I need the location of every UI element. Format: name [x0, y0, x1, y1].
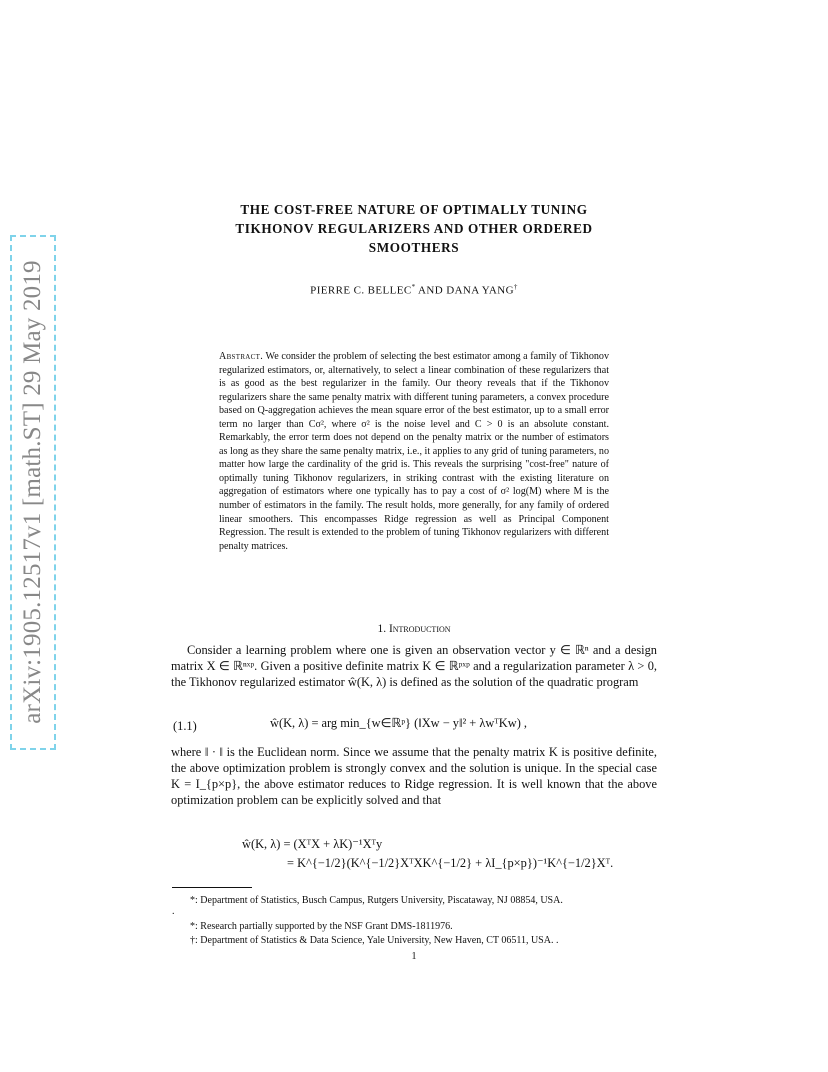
- footnote-rule: [172, 887, 252, 888]
- author-2: AND DANA YANG: [415, 284, 514, 297]
- title-line-3: SMOOTHERS: [368, 240, 460, 255]
- section-title: Introduction: [388, 623, 451, 635]
- equation-1-1: ŵ(K, λ) = arg min_{w∈ℝᵖ} (‖Xw − y‖² + λwᵀKw) ,: [270, 716, 528, 730]
- author-1-mark: *: [411, 283, 416, 291]
- footnote-3: †: Department of Statistics & Data Science, Yale University, New Haven, CT 06511, USA. .: [190, 935, 559, 946]
- abstract: [219, 350, 609, 553]
- author-1: PIERRE C. BELLEC: [310, 284, 412, 297]
- abstract-body: We consider the problem of selecting the best estimator among a family of Tikhonov regularized estimators, or, alternatively, to select a linear combination of these regularizers that is as good as the best regularizer in the family. Our theory reveals that if the Tikhonov regularizers share the same penalty matrix with different tuning parameters, a convex procedure based on Q-aggregation achieves the mean square error of the best estimator, up to a small error term no larger than Cσ², where σ² is the noise level and C > 0 is an absolute constant. Remarkably, the error term does not depend on the penalty matrix or the number of estimators as long as they share the same penalty matrix, i.e., it applies to any grid of tuning parameters, no matter how large the cardinality of the grid is. This reveals the surprising "cost-free" nature of optimally tuning Tikhonov regularizers, in striking contrast with the existing literature on aggregation of estimators where one typically has to pay a cost of σ² log(M) where M is the number of estimators in the family. The result holds, more generally, for any family of ordered linear smoothers. This encompasses Ridge regression as well as Principal Component Regression. The result is extended to the problem of tuning Tikhonov regularizers with different penalty matrices.: [219, 351, 610, 552]
- equation-closed-form-line-2: = K^{−1/2}(K^{−1/2}XᵀXK^{−1/2} + λI_{p×p})⁻¹K^{−1/2}Xᵀ.: [287, 856, 614, 870]
- footnote-dot: .: [172, 906, 175, 917]
- abstract-heading: Abstract.: [219, 351, 264, 362]
- section-number: 1.: [377, 623, 387, 635]
- intro-paragraph-2: where ‖ · ‖ is the Euclidean norm. Since we assume that the penalty matrix K is positive definite, the above optimization problem is strongly convex and the solution is unique. In the special case K = I_{p×p}, the above estimator reduces to Ridge regression. It is well known that the above optimization problem can be explicitly solved and that: [171, 745, 657, 807]
- page-number: 1: [411, 951, 417, 962]
- title-line-1: THE COST-FREE NATURE OF OPTIMALLY TUNING: [240, 202, 588, 217]
- equation-number: (1.1): [173, 719, 197, 733]
- footnote-1: *: Department of Statistics, Busch Campus, Rutgers University, Piscataway, NJ 08854, USA.: [190, 895, 563, 906]
- author-line: [170, 283, 658, 297]
- arxiv-identifier: arXiv:1905.12517v1 [math.ST] 29 May 2019: [19, 260, 46, 724]
- intro-paragraph-1: Consider a learning problem where one is given an observation vector y ∈ ℝⁿ and a design matrix X ∈ ℝⁿˣᵖ. Given a positive definite matrix K ∈ ℝᵖˣᵖ and a regularization parameter λ > 0, the Tikhonov regularized estimator ŵ(K, λ) is defined as the solution of the quadratic program: [171, 643, 657, 689]
- author-2-mark: †: [513, 283, 518, 291]
- equation-closed-form-line-1: ŵ(K, λ) = (XᵀX + λK)⁻¹Xᵀy: [242, 837, 383, 851]
- footnote-2: *: Research partially supported by the NSF Grant DMS-1811976.: [190, 921, 453, 932]
- section-heading: [170, 623, 658, 635]
- title-line-2: TIKHONOV REGULARIZERS AND OTHER ORDERED: [235, 221, 593, 236]
- paper-title: [170, 200, 658, 257]
